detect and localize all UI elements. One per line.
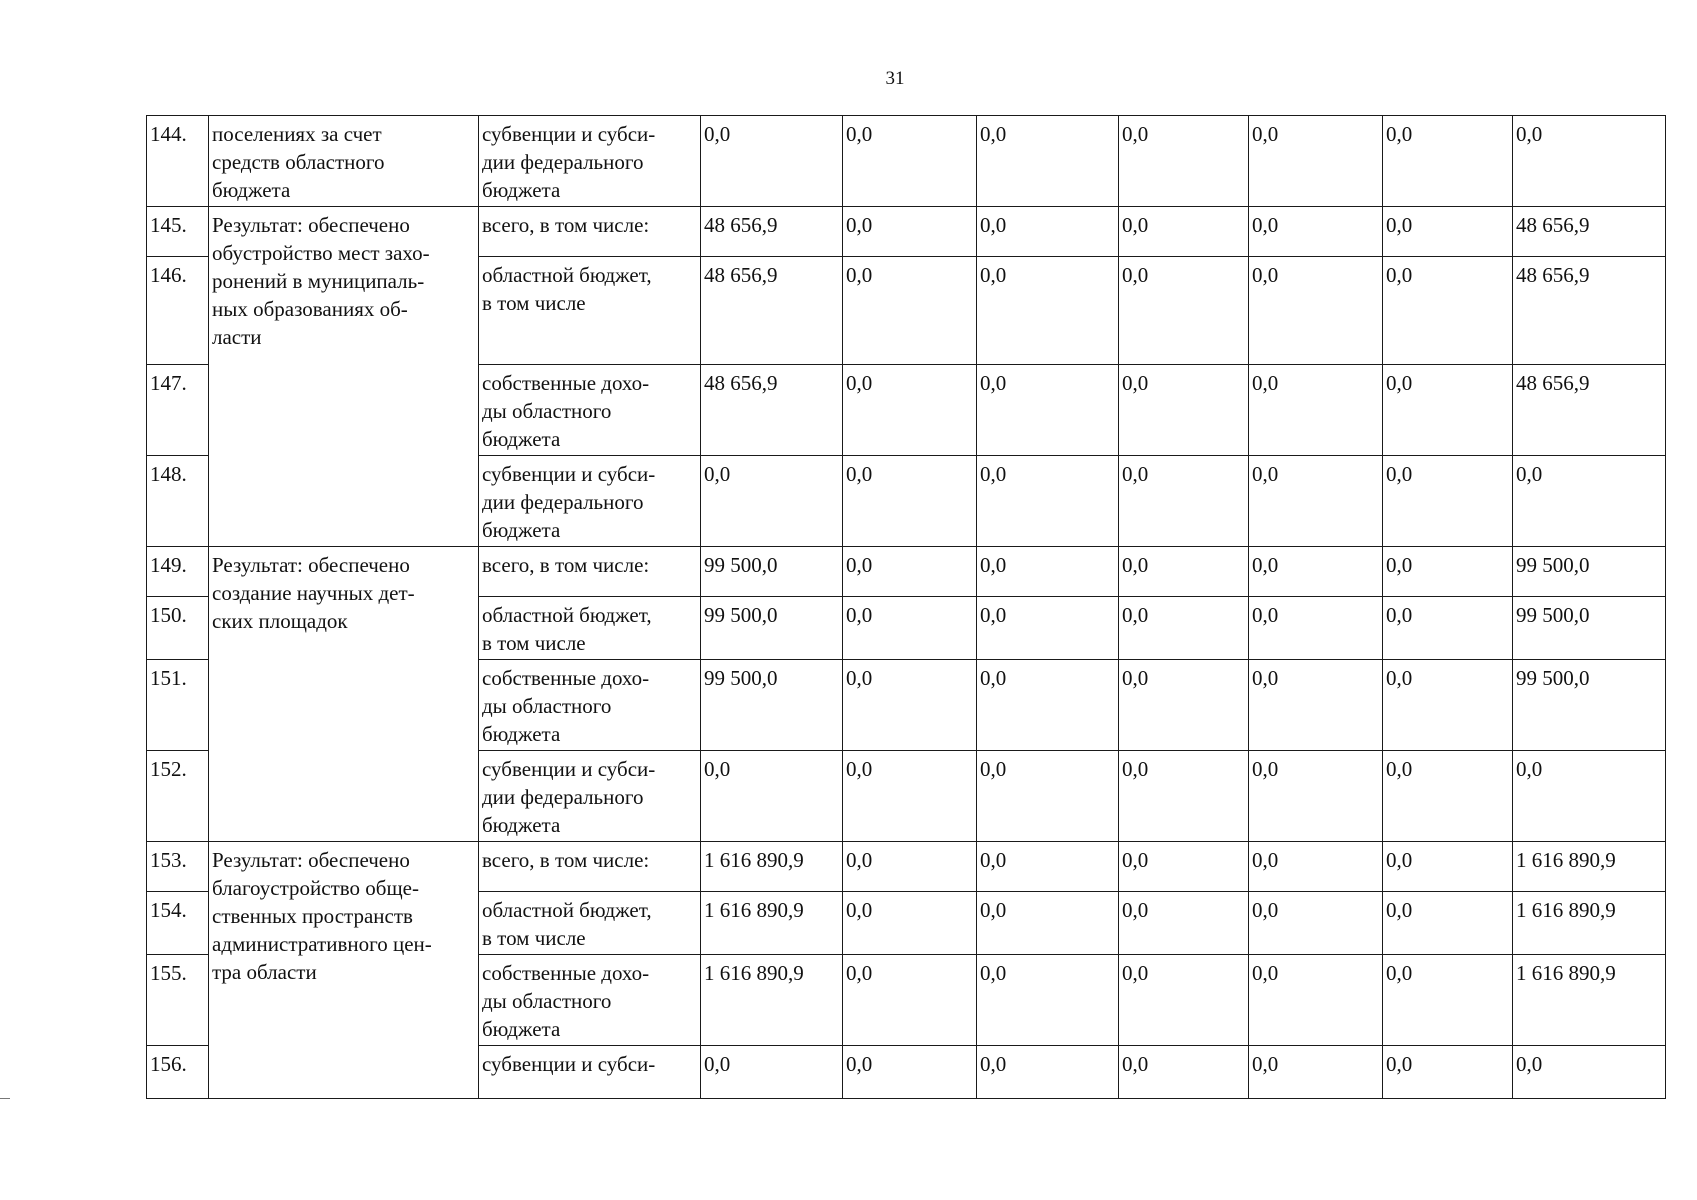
value-cell: 0,0: [1249, 892, 1383, 955]
funding-source: всего, в том числе:: [479, 547, 701, 597]
result-description: поселениях за счет средств областного бюджета: [209, 116, 479, 207]
value-cell: 0,0: [1119, 842, 1249, 892]
value-cell: 0,0: [1249, 1046, 1383, 1099]
value-cell: 0,0: [1249, 116, 1383, 207]
value-cell: 0,0: [1249, 207, 1383, 257]
value-cell: 0,0: [977, 842, 1119, 892]
page-number: 31: [885, 68, 905, 89]
value-cell: 0,0: [1383, 955, 1513, 1046]
value-cell: 0,0: [1249, 257, 1383, 365]
value-cell: 0,0: [1383, 116, 1513, 207]
row-number: 156.: [147, 1046, 209, 1099]
value-total: 48 656,9: [1513, 257, 1666, 365]
row-number: 152.: [147, 751, 209, 842]
value-cell: 0,0: [1383, 257, 1513, 365]
value-cell: 99 500,0: [701, 597, 843, 660]
funding-source: собственные дохо- ды областного бюджета: [479, 955, 701, 1046]
row-number: 155.: [147, 955, 209, 1046]
table-row: [147, 842, 1666, 892]
table-body: [147, 116, 1666, 1099]
value-cell: 0,0: [1249, 365, 1383, 456]
value-cell: 99 500,0: [701, 547, 843, 597]
funding-source: собственные дохо- ды областного бюджета: [479, 660, 701, 751]
value-cell: 0,0: [843, 597, 977, 660]
row-number: 147.: [147, 365, 209, 456]
value-total: 0,0: [1513, 751, 1666, 842]
funding-source: собственные дохо- ды областного бюджета: [479, 365, 701, 456]
value-cell: 1 616 890,9: [701, 842, 843, 892]
value-cell: 0,0: [701, 116, 843, 207]
value-cell: 0,0: [1383, 456, 1513, 547]
value-cell: 0,0: [977, 751, 1119, 842]
funding-source: всего, в том числе:: [479, 207, 701, 257]
funding-source: субвенции и субси-: [479, 1046, 701, 1099]
funding-source: областной бюджет, в том числе: [479, 892, 701, 955]
value-cell: 0,0: [1383, 660, 1513, 751]
value-cell: 0,0: [977, 597, 1119, 660]
funding-source: субвенции и субси- дии федерального бюджета: [479, 456, 701, 547]
funding-source: областной бюджет, в том числе: [479, 597, 701, 660]
value-cell: 0,0: [701, 456, 843, 547]
value-cell: 0,0: [1383, 597, 1513, 660]
row-number: 149.: [147, 547, 209, 597]
value-cell: 48 656,9: [701, 257, 843, 365]
value-cell: 0,0: [977, 955, 1119, 1046]
value-total: 99 500,0: [1513, 597, 1666, 660]
value-cell: 0,0: [1383, 1046, 1513, 1099]
value-cell: 0,0: [1249, 751, 1383, 842]
value-total: 1 616 890,9: [1513, 892, 1666, 955]
row-number: 154.: [147, 892, 209, 955]
value-cell: 0,0: [1249, 660, 1383, 751]
row-number: 146.: [147, 257, 209, 365]
value-cell: 0,0: [977, 1046, 1119, 1099]
value-cell: 0,0: [843, 207, 977, 257]
row-number: 145.: [147, 207, 209, 257]
value-cell: 0,0: [1119, 597, 1249, 660]
value-cell: 0,0: [1249, 547, 1383, 597]
result-description: Результат: обеспечено создание научных дет- ских площадок: [209, 547, 479, 842]
value-cell: 0,0: [977, 207, 1119, 257]
budget-table: [146, 115, 1666, 1099]
table-row: [147, 116, 1666, 207]
value-cell: 0,0: [1119, 116, 1249, 207]
result-description: Результат: обеспечено обустройство мест захо- ронений в муниципаль- ных образованиях об- ласти: [209, 207, 479, 547]
row-number: 151.: [147, 660, 209, 751]
value-cell: 0,0: [977, 365, 1119, 456]
value-total: 99 500,0: [1513, 547, 1666, 597]
value-total: 0,0: [1513, 456, 1666, 547]
value-cell: 0,0: [843, 456, 977, 547]
value-cell: 0,0: [1383, 547, 1513, 597]
value-cell: 0,0: [843, 365, 977, 456]
value-cell: 0,0: [843, 892, 977, 955]
row-number: 150.: [147, 597, 209, 660]
value-total: 99 500,0: [1513, 660, 1666, 751]
value-cell: 0,0: [1119, 1046, 1249, 1099]
value-cell: 0,0: [977, 116, 1119, 207]
value-cell: 0,0: [1119, 955, 1249, 1046]
value-cell: 0,0: [1119, 547, 1249, 597]
value-cell: 0,0: [977, 257, 1119, 365]
funding-source: субвенции и субси- дии федерального бюджета: [479, 116, 701, 207]
value-total: 48 656,9: [1513, 207, 1666, 257]
value-total: 1 616 890,9: [1513, 842, 1666, 892]
value-cell: 0,0: [977, 660, 1119, 751]
value-cell: 0,0: [843, 1046, 977, 1099]
funding-source: областной бюджет, в том числе: [479, 257, 701, 365]
result-description: Результат: обеспечено благоустройство обще- ственных пространств административного цен- тра области: [209, 842, 479, 1099]
value-cell: 0,0: [1119, 207, 1249, 257]
value-cell: 0,0: [977, 892, 1119, 955]
edge-mark: [0, 1098, 10, 1099]
row-number: 144.: [147, 116, 209, 207]
row-number: 153.: [147, 842, 209, 892]
value-cell: 0,0: [843, 842, 977, 892]
value-cell: 0,0: [701, 1046, 843, 1099]
value-total: 0,0: [1513, 116, 1666, 207]
funding-source: всего, в том числе:: [479, 842, 701, 892]
value-cell: 0,0: [843, 955, 977, 1046]
value-cell: 0,0: [1119, 660, 1249, 751]
value-cell: 99 500,0: [701, 660, 843, 751]
value-cell: 0,0: [843, 547, 977, 597]
value-cell: 1 616 890,9: [701, 892, 843, 955]
value-cell: 0,0: [843, 257, 977, 365]
value-cell: 0,0: [1249, 842, 1383, 892]
value-cell: 0,0: [1383, 842, 1513, 892]
row-number: 148.: [147, 456, 209, 547]
value-cell: 0,0: [701, 751, 843, 842]
value-cell: 0,0: [1383, 365, 1513, 456]
value-cell: 0,0: [1383, 892, 1513, 955]
value-cell: 0,0: [977, 547, 1119, 597]
value-total: 48 656,9: [1513, 365, 1666, 456]
value-cell: 0,0: [1249, 456, 1383, 547]
value-cell: 0,0: [1119, 257, 1249, 365]
value-cell: 48 656,9: [701, 207, 843, 257]
value-cell: 0,0: [843, 660, 977, 751]
value-cell: 48 656,9: [701, 365, 843, 456]
funding-source: субвенции и субси- дии федерального бюджета: [479, 751, 701, 842]
value-cell: 0,0: [1119, 365, 1249, 456]
value-total: 0,0: [1513, 1046, 1666, 1099]
value-cell: 0,0: [1249, 955, 1383, 1046]
value-cell: 1 616 890,9: [701, 955, 843, 1046]
value-cell: 0,0: [977, 456, 1119, 547]
value-total: 1 616 890,9: [1513, 955, 1666, 1046]
table-row: [147, 547, 1666, 597]
value-cell: 0,0: [843, 751, 977, 842]
value-cell: 0,0: [1119, 456, 1249, 547]
value-cell: 0,0: [1383, 207, 1513, 257]
value-cell: 0,0: [843, 116, 977, 207]
value-cell: 0,0: [1119, 751, 1249, 842]
value-cell: 0,0: [1383, 751, 1513, 842]
value-cell: 0,0: [1119, 892, 1249, 955]
value-cell: 0,0: [1249, 597, 1383, 660]
table-row: [147, 207, 1666, 257]
